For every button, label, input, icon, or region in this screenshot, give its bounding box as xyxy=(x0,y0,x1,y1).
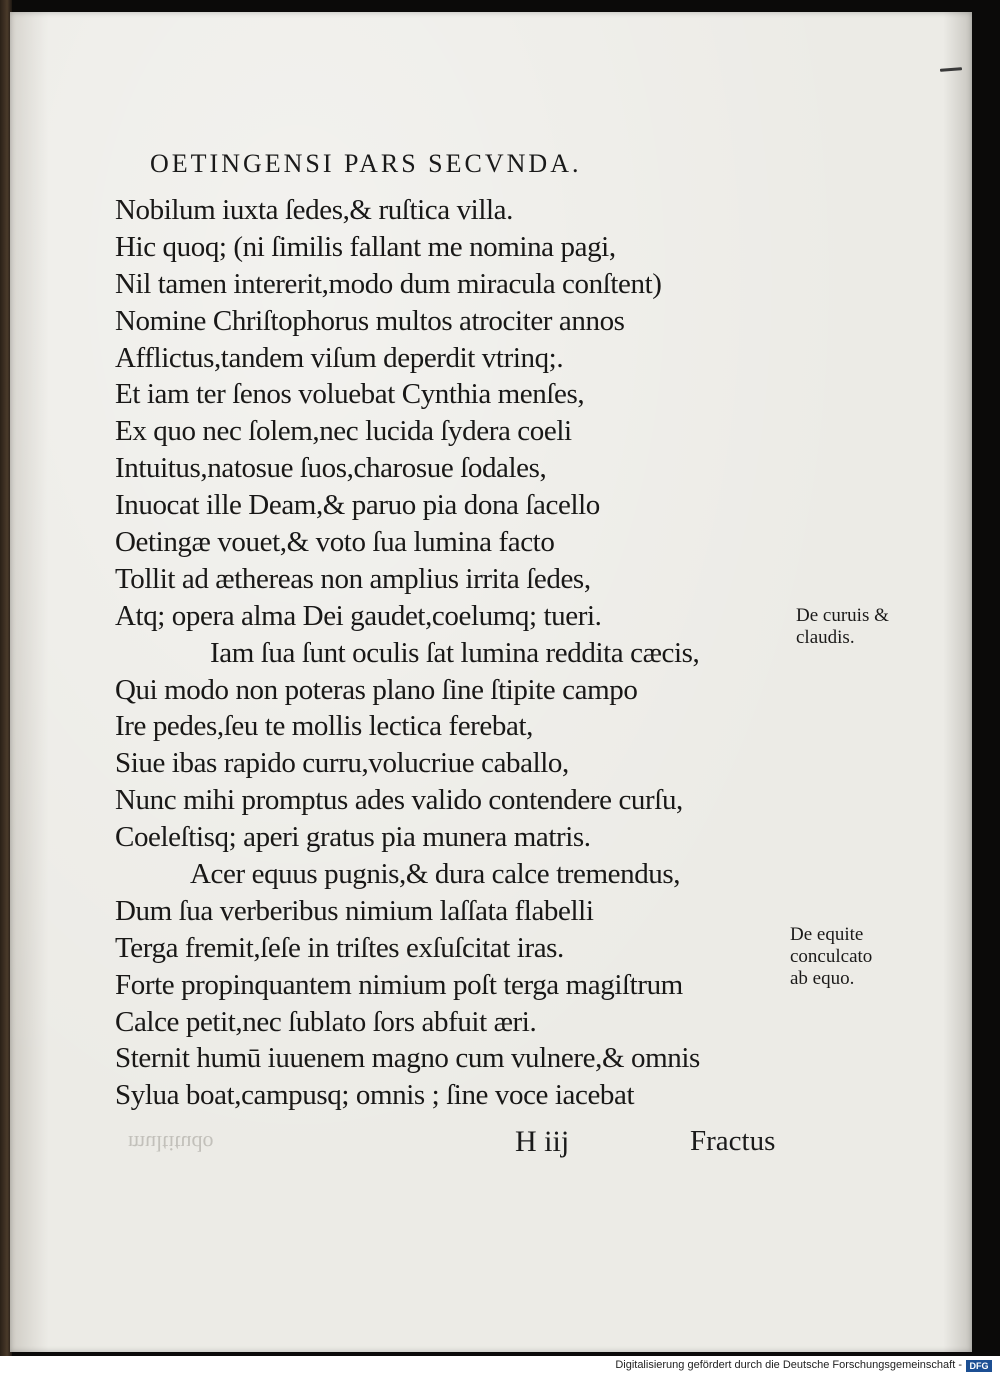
verse-line: Ex quo nec ſolem,nec lucida ſydera coeli xyxy=(115,415,572,448)
verse-line: Acer equus pugnis,& dura calce tremendus, xyxy=(190,858,681,891)
catchword: Fractus xyxy=(690,1125,776,1157)
verse-line: Qui modo non poteras plano ſine ſtipite campo xyxy=(115,673,638,706)
verse-line: Afflictus,tandem viſum deperdit vtrinq;. xyxy=(115,341,564,374)
digitization-credit: Digitalisierung gefördert durch die Deutsche Forschungsgemeinschaft - xyxy=(615,1359,962,1371)
verse-line: Calce petit,nec ſublato ſors abfuit æri. xyxy=(115,1005,537,1038)
verse-line: Nomine Chriſtophorus multos atrociter annos xyxy=(115,304,625,337)
marginal-note-line: De curuis & xyxy=(796,605,889,626)
verse-line: Nobilum iuxta ſedes,& ruſtica villa. xyxy=(115,194,513,226)
marginal-note-line: ab equo. xyxy=(790,968,855,989)
verse-line: Ire pedes,ſeu te mollis lectica ferebat, xyxy=(115,710,533,743)
marginal-note-curuis xyxy=(796,605,889,649)
footer-bar xyxy=(0,1356,1000,1377)
running-head: OETINGENSI PARS SECVNDA. xyxy=(150,149,582,178)
marginal-note-line: claudis. xyxy=(796,627,855,648)
verse-text xyxy=(115,192,805,1114)
marginal-note-equite xyxy=(790,924,872,990)
verse-line: Intuitus,natosue ſuos,charosue ſodales, xyxy=(115,452,547,485)
verse-line: Dum ſua verberibus nimium laſſata flabelli xyxy=(115,894,594,927)
verse-line: Inuocat ille Deam,& paruo pia dona ſacello xyxy=(115,489,600,522)
bleed-through-text: multitudo xyxy=(128,1131,214,1156)
verse-line: Sternit humū iuuenem magno cum vulnere,& omnis xyxy=(115,1042,700,1075)
verse-line: Oetingæ vouet,& voto ſua lumina facto xyxy=(115,526,555,559)
verse-line: Et iam ter ſenos voluebat Cynthia menſes, xyxy=(115,378,585,411)
verse-line: Nil tamen intererit,modo dum miracula conſtent) xyxy=(115,267,662,300)
dfg-logo-icon: DFG xyxy=(966,1360,992,1372)
verse-line: Nunc mihi promptus ades valido contendere curſu, xyxy=(115,784,683,817)
verse-line: Atq; opera alma Dei gaudet,coelumq; tueri. xyxy=(115,599,602,632)
verse-line: Iam ſua ſunt oculis ſat lumina reddita cæcis, xyxy=(210,636,700,669)
verse-line: Hic quoq; (ni ſimilis fallant me nomina pagi, xyxy=(115,230,616,263)
page-edge-mark xyxy=(940,67,962,72)
verse-line: Sylua boat,campusq; omnis ; ſine voce iacebat xyxy=(115,1079,635,1112)
verse-line: Forte propinquantem nimium poſt terga magiſtrum xyxy=(115,968,683,1001)
verse-line: Coeleſtisq; aperi gratus pia munera matris. xyxy=(115,821,591,854)
verse-line: Terga fremit,ſeſe in triſtes exſuſcitat iras. xyxy=(115,931,564,964)
verse-line: Siue ibas rapido curru,volucriue caballo, xyxy=(115,747,569,780)
signature-mark: H iij xyxy=(515,1125,570,1158)
marginal-note-line: De equite xyxy=(790,924,864,945)
book-page xyxy=(10,12,972,1352)
verse-line: Tollit ad æthereas non amplius irrita ſedes, xyxy=(115,562,591,595)
marginal-note-line: conculcato xyxy=(790,946,873,967)
